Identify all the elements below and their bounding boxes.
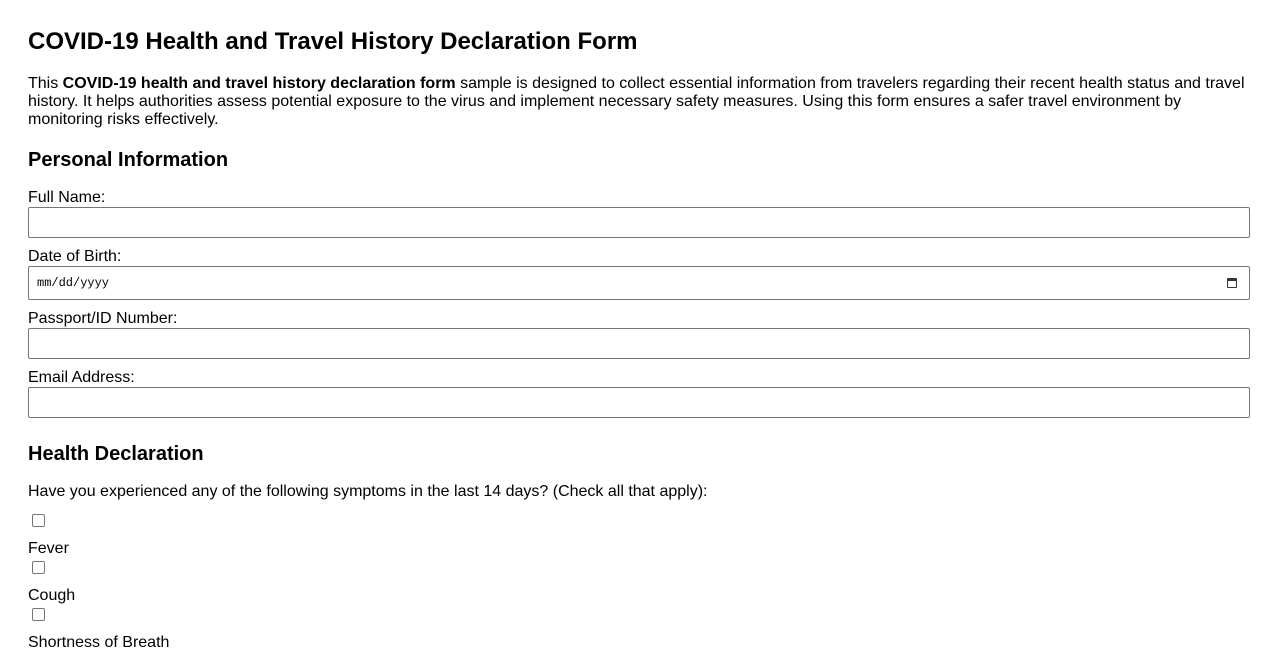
intro-paragraph [28, 75, 1250, 129]
dob-placeholder: mm/dd/yyyy [37, 276, 110, 290]
cough-checkbox[interactable] [32, 561, 45, 574]
passport-input[interactable] [28, 328, 1250, 359]
fever-label: Fever [28, 540, 69, 557]
full-name-input[interactable] [28, 207, 1250, 238]
cough-label: Cough [28, 587, 76, 604]
email-label: Email Address: [28, 369, 135, 386]
intro-bold: COVID-19 health and travel history declaration form [62, 75, 456, 92]
health-declaration-heading: Health Declaration [28, 443, 204, 465]
dob-label: Date of Birth: [28, 248, 122, 265]
full-name-label: Full Name: [28, 189, 106, 206]
page-title: COVID-19 Health and Travel History Declaration Form [28, 28, 638, 55]
dob-input[interactable] [28, 266, 1250, 300]
shortness-of-breath-checkbox[interactable] [32, 608, 45, 621]
intro-suffix: sample is designed to collect essential information from travelers regarding their recent health status and travel history. It helps authorities assess potential exposure to the virus and implement necessary safety measures. Using this form ensures a safer travel environment by monitoring risks effectively. [28, 75, 1245, 128]
symptoms-question: Have you experienced any of the following symptoms in the last 14 days? (Check all that apply): [28, 483, 708, 500]
email-input[interactable] [28, 387, 1250, 418]
fever-checkbox[interactable] [32, 514, 45, 527]
calendar-icon[interactable] [1227, 278, 1237, 288]
intro-prefix: This [28, 75, 63, 92]
passport-label: Passport/ID Number: [28, 310, 178, 327]
personal-info-heading: Personal Information [28, 149, 229, 171]
shortness-of-breath-label: Shortness of Breath [28, 634, 170, 651]
